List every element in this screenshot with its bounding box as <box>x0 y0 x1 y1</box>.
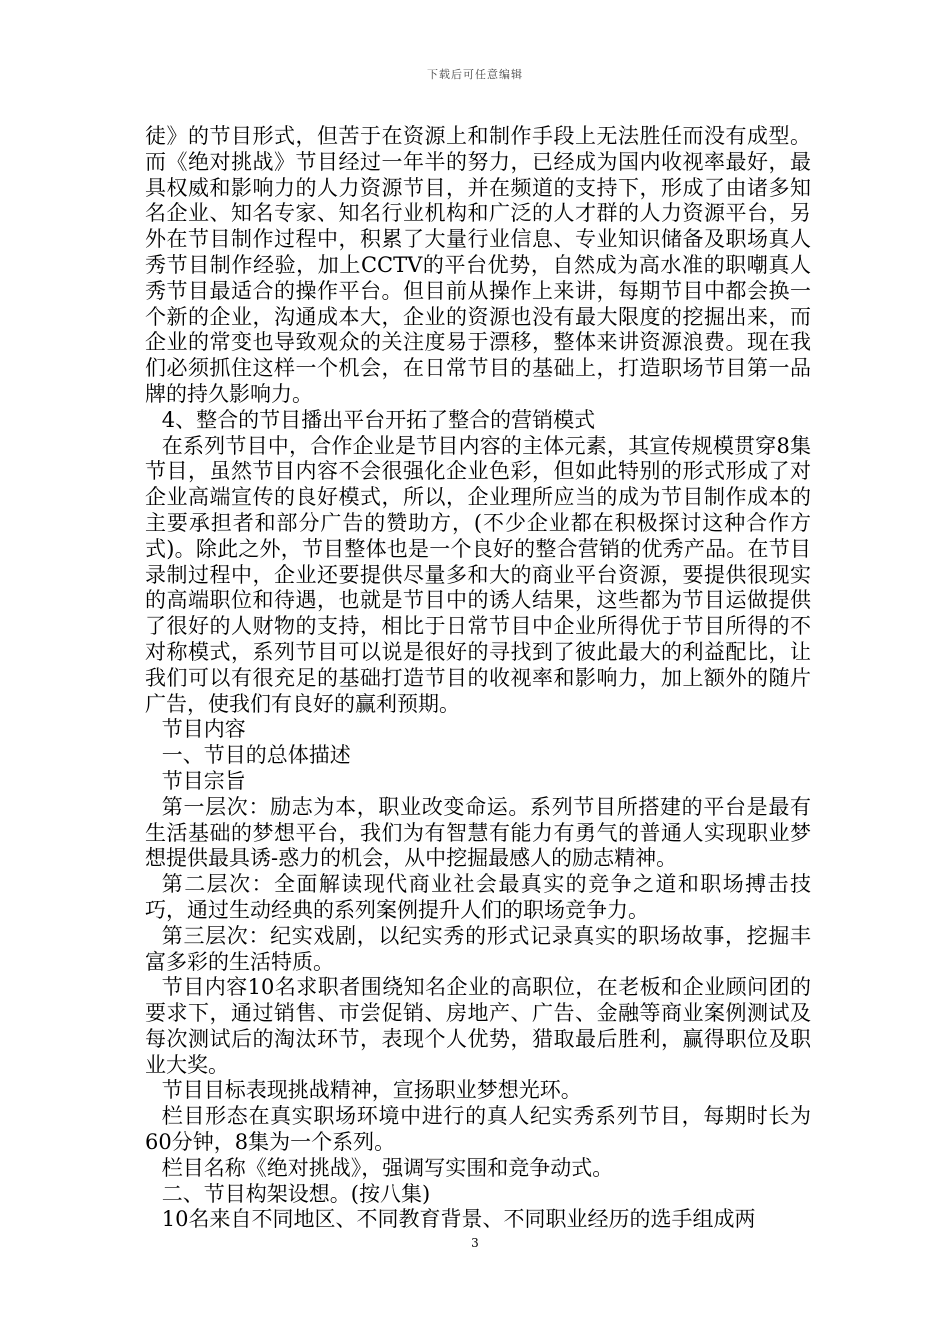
page-number: 3 <box>471 1236 479 1250</box>
paragraph-program-format: 栏目形态在真实职场环境中进行的真人纪实秀系列节目，每期时长为60分钟，8集为一个系列。 <box>145 1104 811 1155</box>
heading-program-structure: 二、节目构架设想。(按八集) <box>161 1181 431 1206</box>
paragraph-level-two: 第二层次：全面解读现代商业社会最真实的竞争之道和职场搏击技巧，通过生动经典的系列案例提升人们的职场竞争力。 <box>145 872 811 922</box>
document-body <box>145 124 811 1233</box>
paragraph-program-goal: 节目目标表现挑战精神，宣扬职业梦想光环。 <box>161 1078 582 1103</box>
paragraph-marketing-model: 在系列节目中，合作企业是节目内容的主体元素，其宣传规模贯穿8集节目，虽然节目内容不会很强化企业色彩，但如此特别的形式形成了对企业高端宣传的良好模式，所以，企业理所应当的成为节目制作成本的主要承担者和部分广告的赞助方，(不少企业都在积极探讨这种合作方式)。除此之外，节目整体也是一个良好的整合营销的优秀产品。在节目录制过程中，企业还要提供尽量多和大的商业平台资源，要提供很现实的高端职位和待遇，也就是节目中的诱人结果，这些都为节目运做提供了很好的人财物的支持，相比于日常节目中企业所得优于节目所得的不对称模式，系列节目可以说是很好的寻找到了彼此最大的利益配比，让我们可以有很充足的基础打造节目的收视率和影响力，加上额外的随片广告，使我们有良好的赢利预期。 <box>145 433 811 716</box>
paragraph-resource-advantage: 徒》的节目形式，但苦于在资源上和制作手段上无法胜任而没有成型。而《绝对挑战》节目经过一年半的努力，已经成为国内收视率最好，最具权威和影响力的人力资源节目，并在频道的支持下，形成了由诸多知名企业、知名专家、知名行业机构和广泛的人才群的人力资源平台，另外在节目制作过程中，积累了大量行业信息、专业知识储备及职场真人秀节目制作经验，加上CCTV的平台优势，自然成为高水准的职嘲真人秀节目最适合的操作平台。但目前从操作上来讲，每期节目中都会换一个新的企业，沟通成本大，企业的资源也没有最大限度的挖掘出来，而企业的常变也导致观众的关注度易于漂移，整体来讲资源浪费。现在我们必须抓住这样一个机会，在日常节目的基础上，打造职场节目第一品牌的持久影响力。 <box>145 124 811 406</box>
heading-overall-description: 一、节目的总体描述 <box>161 743 351 768</box>
heading-program-content: 节目内容 <box>161 717 246 742</box>
page-header: 下载后可任意编辑 <box>427 68 523 81</box>
heading-program-purpose: 节目宗旨 <box>161 768 246 793</box>
paragraph-program-name: 栏目名称《绝对挑战》，强调写实围和竞争动式。 <box>161 1155 614 1180</box>
paragraph-contestants: 10名来自不同地区、不同教育背景、不同职业经历的选手组成两 <box>161 1207 756 1232</box>
paragraph-program-content: 节目内容10名求职者围绕知名企业的高职位，在老板和企业顾问团的要求下，通过销售、市尝促销、房地产、广告、金融等商业案例测试及每次测试后的淘汰环节，表现个人优势，猎取最后胜利，赢得职位及职业大奖。 <box>145 975 811 1077</box>
paragraph-level-three: 第三层次：纪实戏剧，以纪实秀的形式记录真实的职场故事，挖掘丰富多彩的生活特质。 <box>145 923 811 974</box>
section-heading-marketing-model: 4、整合的节目播出平台开拓了整合的营销模式 <box>161 407 596 432</box>
paragraph-level-one: 第一层次：励志为本，职业改变命运。系列节目所搭建的平台是最有生活基础的梦想平台，我们为有智慧有能力有勇气的普通人实现职业梦想提供最具诱-惑力的机会，从中挖掘最感人的励志精神。 <box>145 794 811 871</box>
